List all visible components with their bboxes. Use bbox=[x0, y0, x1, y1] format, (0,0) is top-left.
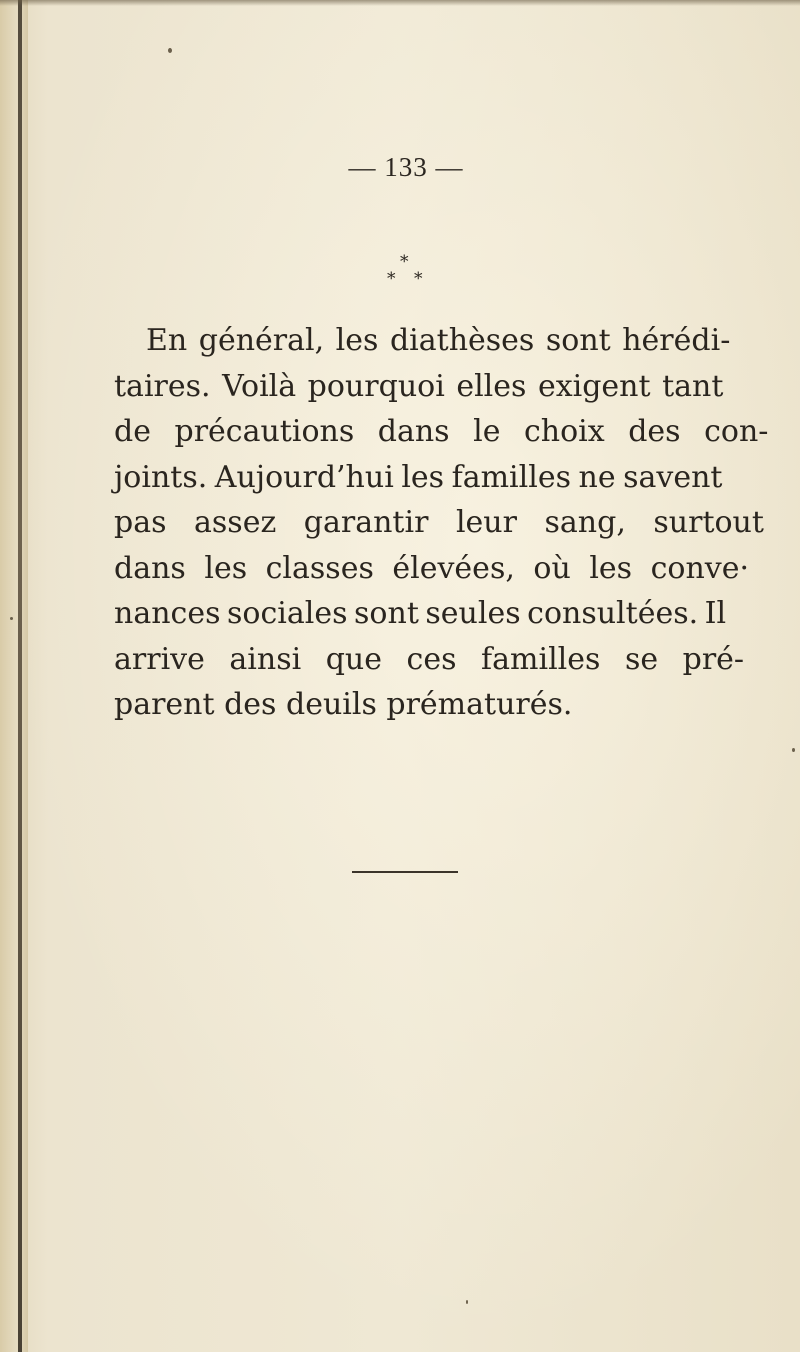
text-line: parent des deuils prématurés. bbox=[114, 687, 573, 722]
ink-speck bbox=[168, 48, 172, 53]
text-line: de précautions dans le choix des con- bbox=[114, 414, 769, 449]
text-line: arrive ainsi que ces familles se pré- bbox=[114, 641, 745, 677]
ink-speck bbox=[466, 1300, 468, 1304]
text-line: joints. Aujourd’hui les familles ne savent bbox=[114, 459, 723, 495]
text-line: nances sociales sont seules consultées. Il bbox=[114, 596, 727, 631]
text-line: En général, les diathèses sont hérédi- bbox=[146, 323, 731, 358]
spine-shadow-line bbox=[18, 0, 22, 1352]
body-paragraph bbox=[114, 318, 769, 728]
page-number: — 133 — bbox=[348, 152, 464, 182]
book-spine bbox=[0, 0, 28, 1352]
asterism-star: * bbox=[414, 269, 423, 289]
ink-speck bbox=[10, 617, 13, 620]
asterism-star: * bbox=[400, 252, 409, 272]
asterism-divider bbox=[380, 252, 430, 292]
end-rule bbox=[352, 871, 458, 873]
ink-speck bbox=[792, 748, 795, 752]
asterism-star: * bbox=[387, 269, 396, 289]
text-line: pas assez garantir leur sang, surtout bbox=[114, 505, 764, 540]
text-line: dans les classes élevées, où les conve· bbox=[114, 550, 750, 586]
text-line: taires. Voilà pourquoi elles exigent tant bbox=[114, 368, 724, 404]
page-top-edge bbox=[0, 0, 800, 6]
